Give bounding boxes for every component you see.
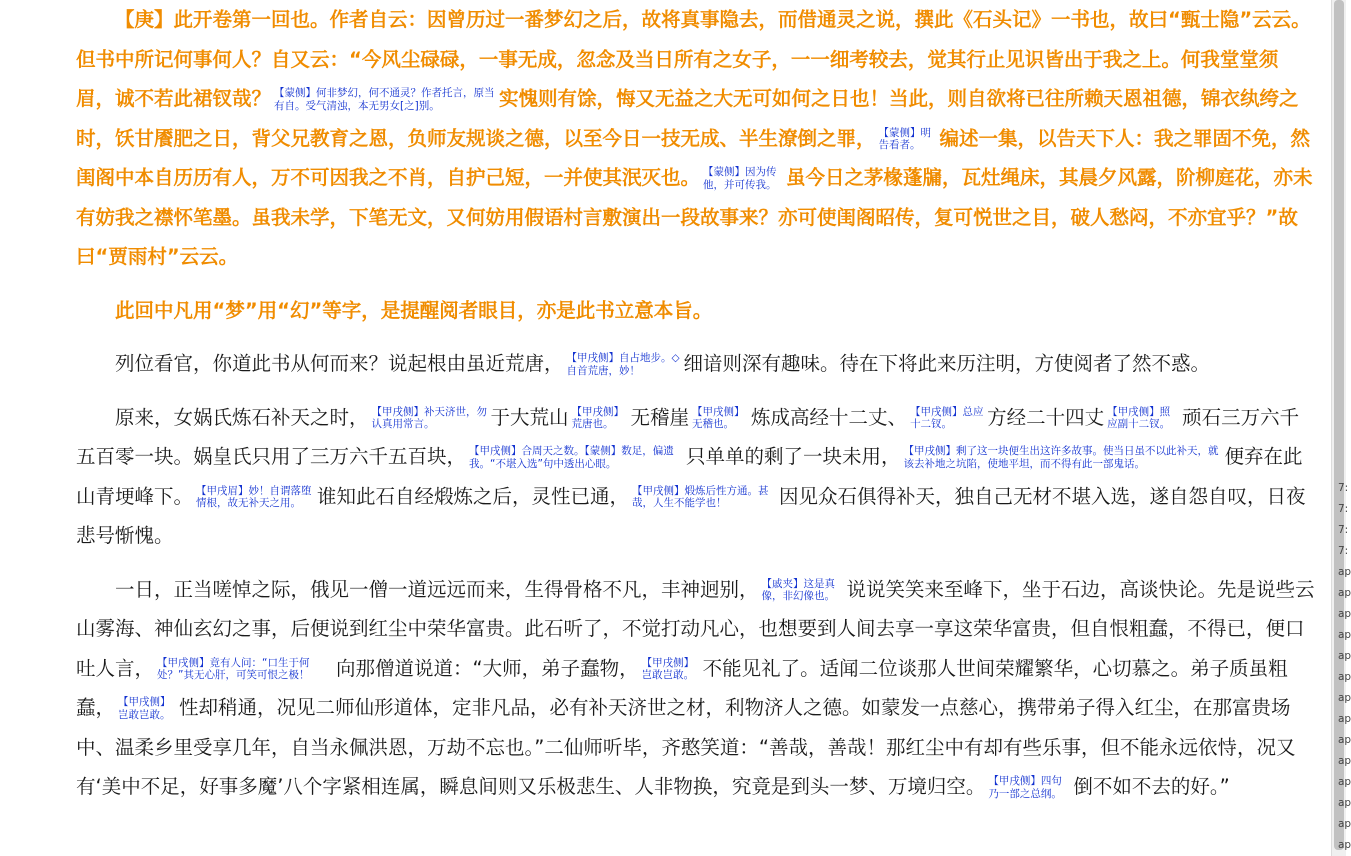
- commentary-paragraph: [76, 291, 1316, 331]
- edge-label: ap: [1338, 566, 1351, 578]
- annotation-note: 【甲戌侧】煅炼后性方通。甚哉，人生不能学也！: [632, 484, 769, 509]
- text-paragraph: [76, 570, 1316, 807]
- text-run: 顽石三万六千五百零一块。娲皇氏只用了三万六千五百块，: [76, 405, 1300, 468]
- annotation-note: 【甲戌侧】岂敢岂敢。: [641, 656, 695, 681]
- text-run: 说说笑笑来至峰下，坐于石边，高谈快论。先是说些云山雾海、神仙玄幻之事，后便说到红尘中荣华富贵。此石听了，不觉打动凡心，也想要到人间去享一享这荣华富贵，但自恨粗蠢，不得已，便口吐人言，: [76, 577, 1315, 680]
- edge-label: 7:: [1338, 545, 1349, 557]
- text-run: 性却稍通，况见二师仙形道体，定非凡品，必有补天济世之材，利物济人之德。如蒙发一点慈心，携带弟子得入红尘，在那富贵场中、温柔乡里受享几年，自当永佩洪恩，万劫不忘也。”二仙师听毕，齐憨笑道：“善哉，善哉！那红尘中有却有些乐事，但不能永远依恃，况又有‘美中不足，好事多魔’八个字紧相连属，瞬息间则又乐极悲生、人非物换，究竟是到头一梦、万境归空。: [76, 696, 1296, 798]
- text-run: 便弃在此山青埂峰下。: [76, 445, 1303, 508]
- edge-label: ap: [1338, 671, 1351, 683]
- annotation-note: 【甲戌侧】四句乃一部之总纲。: [988, 775, 1062, 800]
- text-run: 一日，正当嗟悼之际，俄见一僧一道远远而来，生得骨格不凡，丰神迥别，: [115, 577, 759, 601]
- edge-line-labels: [1338, 478, 1351, 856]
- text-run: 无稽崖: [630, 405, 690, 429]
- text-run: 不能见礼了。适闻二位谈那人世间荣耀繁华，心切慕之。弟子质虽粗蠢，: [76, 656, 1288, 719]
- text-run: 原来，女娲氏炼石补天之时，: [115, 405, 369, 429]
- text-run: 此回中凡用“梦”用“幻”等字，是提醒阅者眼目，亦是此书立意本旨。: [115, 298, 713, 322]
- text-run: 倒不如不去的好。”: [1073, 775, 1230, 798]
- reading-pane: [76, 0, 1316, 821]
- edge-label: ap: [1338, 776, 1351, 788]
- text-run: 谁知此石自经煅炼之后，灵性已通，: [317, 484, 630, 508]
- edge-label: ap: [1338, 797, 1351, 809]
- edge-label: ap: [1338, 692, 1351, 704]
- annotation-note: 【甲戌眉】妙！自谓落堕情根，故无补天之用。: [196, 484, 312, 509]
- annotation-note: 【蒙侧】因为传他，并可传我。: [703, 166, 777, 191]
- text-run: 虽今日之茅椽蓬牖，瓦灶绳床，其晨夕风露，阶柳庭花，亦未有妨我之襟怀笔墨。虽我未学，下笔无文，又何妨用假语村言敷演出一段故事来？亦可使闺阁昭传，复可悦世之目，破人愁闷，不亦宜乎？”故曰“贾雨村”云云。: [76, 166, 1313, 268]
- annotation-note: 【甲戌侧】荒唐也。: [571, 405, 625, 430]
- annotation-note: 【蒙侧】何非梦幻，何不通灵？作者托言，原当有自。受气清浊，本无男女[之]别。: [274, 87, 495, 112]
- edge-label: 7:: [1338, 503, 1349, 515]
- text-run: 向那僧道说道：“大师，弟子蠢物，: [336, 656, 639, 680]
- annotation-note: 【甲戌侧】岂敢岂敢。: [118, 696, 171, 721]
- commentary-paragraph: [76, 0, 1316, 277]
- text-run: 列位看官，你道此书从何而来？说起根由虽近荒唐，: [115, 352, 564, 375]
- edge-label: 7:: [1338, 524, 1349, 536]
- annotation-note: 【甲戌侧】补天济世，勿认真用常言。: [371, 405, 488, 430]
- edge-label: ap: [1338, 650, 1351, 662]
- text-run: 编述一集，以告天下人：我之罪固不免，然闺阁中本自历历有人，万不可因我之不肖，自护己短，一并使其泯灭也。: [76, 126, 1311, 189]
- text-run: 只单单的剩了一块未用，: [686, 445, 901, 468]
- edge-label: ap: [1338, 608, 1351, 620]
- text-run: 【庚】此开卷第一回也。作者自云：因曾历过一番梦幻之后，故将真事隐去，而借通灵之说，撰此《石头记》一书也，故曰“甄士隐”云云。但书中所记何事何人？自又云：“今风尘碌碌，一事无成，忽念及当日所有之女子，一一细考较去，觉其行止见识皆出于我之上。何我堂堂须眉，诚不若此裙钗哉？: [76, 8, 1311, 110]
- edge-label: ap: [1338, 818, 1351, 830]
- edge-label: 7:: [1338, 482, 1349, 494]
- annotation-note: 【甲戌侧】照应副十二钗。: [1107, 405, 1171, 430]
- text-paragraph: [76, 398, 1316, 556]
- annotation-note: 【甲戌侧】剩了这一块便生出这许多故事。使当日虽不以此补天，就该去补地之坑陷，使地平坦，而不得有此一部鬼话。: [903, 445, 1219, 470]
- edge-label: ap: [1338, 734, 1351, 746]
- edge-label: ap: [1338, 755, 1351, 767]
- text-run: 炼成高经十二丈、: [751, 405, 908, 429]
- annotation-note: 【蒙侧】明告看者。: [878, 126, 932, 151]
- annotation-note: 【甲戌侧】合周天之数。【蒙侧】数足，偏遗我。“不堪入选”句中透出心眼。: [469, 445, 674, 470]
- edge-label: ap: [1338, 629, 1351, 641]
- edge-label: ap: [1338, 587, 1351, 599]
- text-run: 方经二十四丈: [987, 405, 1105, 429]
- text-run: 实愧则有馀，悔又无益之大无可如何之日也！当此，则自欲将已往所赖天恩祖德，锦衣纨绔之时，饫甘餍肥之日，背父兄教育之恩，负师友规谈之德，以至今日一技无成、半生潦倒之罪，: [76, 87, 1299, 150]
- text-run: 因见众石俱得补天，独自己无材不堪入选，遂自怨自叹，日夜悲号惭愧。: [76, 484, 1306, 547]
- annotation-note: 【戚夹】这是真像，非幻像也。: [761, 577, 836, 602]
- annotation-note: 【甲戌侧】自占地步。◇自首荒唐，妙！: [566, 352, 680, 377]
- annotation-note: 【甲戌侧】总应十二钗。: [910, 405, 984, 430]
- edge-label: ap: [1338, 839, 1351, 851]
- text-paragraph: [76, 344, 1316, 384]
- annotation-note: 【甲戌侧】竟有人问：“口生于何处？”其无心肝，可笑可恨之极！: [157, 656, 310, 681]
- annotation-note: 【甲戌侧】无稽也。: [692, 405, 745, 430]
- edge-label: ap: [1338, 713, 1351, 725]
- text-run: 细谙则深有趣味。待在下将此来历注明，方使阅者了然不惑。: [683, 352, 1211, 375]
- text-run: 于大荒山: [490, 405, 569, 429]
